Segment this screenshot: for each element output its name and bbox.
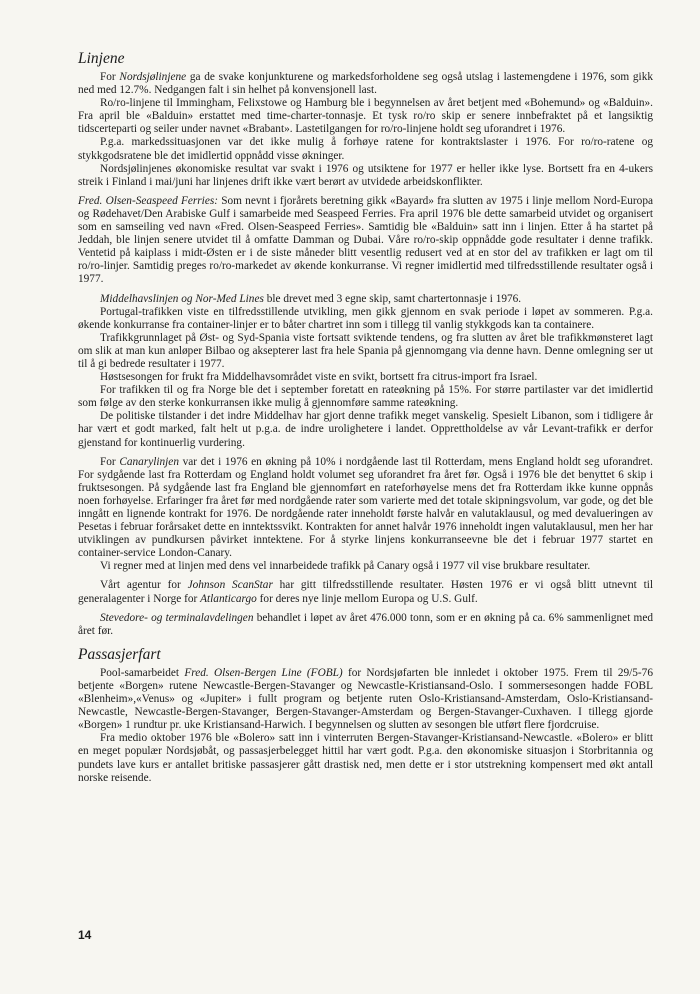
body-text: for deres nye linje mellom Europa og U.S. Gulf. <box>256 592 478 605</box>
body-text: For <box>100 455 120 468</box>
body-text: Pool-samarbeidet <box>100 666 185 679</box>
body-text: for Nordsjøfarten ble innledet i oktober 1975. Frem til 29/5-76 betjente «Borgen» rutene Newcastle-Bergen-Stavanger og Newcastle-Kristiansand-Oslo. I sommersesongen hadde FOBL «Blenheim»,«Venus» og «Jupiter» i fullt program og betjente ruten Oslo-Kristiansand-Amsterdam, Oslo-Kristiansand-Newcastle, Newcastle-Bergen-Stavanger, Bergen-Stavanger-Amsterdam og Bergen-Stavanger-Cuxhaven. I tillegg gjorde «Borgen» 1 rundtur pr. uke Kristiansand-Harwich. I begynnelsen og slutten av sesongen ble utført flere fjordcruise. <box>78 666 653 732</box>
body-text: For trafikken til og fra Norge ble det i september foretatt en rateøkning på 15%. For større partilaster var det imidlertid som følge av den sterke konkurransen ikke mulig å gjennomføre samme rateøkning. <box>78 384 653 410</box>
paragraph <box>78 97 653 136</box>
body-text: Som nevnt i fjorårets beretning gikk «Bayard» fra slutten av 1975 i linje mellom Nord-Europa og Rødehavet/Den Arabiske Gulf i samarbeide med Seaspeed Ferries. Fra april 1976 ble dette samarbeid utvidet og organisert som en samseiling ved navn «Fred. Olsen-Seaspeed Ferries». Samtidig ble «Balduin» satt inn i linjen. Etter å ha startet på Jeddah, ble linjen senere utvidet til å omfatte Damman og Dubai. Våre ro/ro-skip oppnådde gode resultater i denne trafikk. Ventetid på kaiplass i midt-Østen er i de siste måneder blitt vesentlig redusert ved at en stor del av trafikken er lagt om til ro/ro-linjer. Samtidig preges ro/ro-markedet av økende konkurranse. Vi regner imidlertid med tilfredsstillende resultater også i 1977. <box>78 194 653 286</box>
italic-text: Stevedore- og terminalavdelingen <box>100 611 254 624</box>
paragraph <box>78 195 653 287</box>
italic-text: Middelhavslinjen og Nor-Med Lines <box>100 292 264 305</box>
paragraph <box>78 456 653 561</box>
document-page <box>78 50 653 785</box>
body-text: For <box>100 71 120 83</box>
italic-text: Fred. Olsen-Bergen Line (FOBL) <box>184 666 343 679</box>
body-text: Nordsjølinjenes økonomiske resultat var svakt i 1976 og utsiktene for 1977 er heller ikke lyse. Bortsett fra en 4-ukers streik i Finland i mai/juni har linjenes drift ikke vært berørt av utvidede arbeidskonflikter. <box>78 162 653 188</box>
italic-text: Johnson ScanStar <box>187 579 273 592</box>
paragraph <box>78 306 653 332</box>
italic-text: Nordsjølinjene <box>119 71 187 83</box>
body-text: var det i 1976 en økning på 10% i nordgående last til Rotterdam, mens England holdt seg uforandret. For sydgående last fra Rotterdam og England holdt volumet seg uforandret fra året før. Også i 1976 ble det benyttet 6 skip i fruktsesongen. På sydgående last fra England ble gjennomført en rateforhøyelse mens det fra Rotterdam ikke kunne oppnås noen forhøyelse. Erfaringer fra året før med nordgående rater som varierte med det totale skipningsvolum, var gode, og det ble inngått en lignende kontrakt for 1976. De nordgående rater inneholdt første halvår en valutaklausul, og med devalueringen av Pesetas i februar forårsaket dette en inntektssvikt. Kontrakten for annet halvår 1976 inneholdt ingen valutaklausul, men her har utviklingen av pundkursen påvirket inntektene. For å styrke linjens konkurranseevne ble det i februar 1977 startet en container-service London-Canary. <box>78 455 653 560</box>
paragraph <box>78 332 653 371</box>
paragraph <box>78 384 653 410</box>
page-number: 14 <box>78 928 92 942</box>
body-text: ga de svake konjunkturene og markedsforholdene seg også utslag i lastemengdene i 1976, som gikk ned med 12.7%. Nedgangen falt i sin helhet på konvensjonell last. <box>78 71 653 97</box>
section-heading: Linjene <box>78 50 125 67</box>
body-text: Vårt agentur for <box>100 579 188 592</box>
body-text: Fra medio oktober 1976 ble «Bolero» satt inn i vinterruten Bergen-Stavanger-Kristiansand-Newcastle. «Bolero» er blitt en meget populær Nordsjøbåt, og passasjerbelegget hittil har vært godt. P.g.a. den økonomiske situasjon i Storbritannia og pundets lave kurs er antallet britiske passasjerer gått drastisk ned, men dette er i stor utstrekning kompensert med økt antall norske reisende. <box>78 732 653 784</box>
paragraph <box>78 579 653 605</box>
paragraph <box>78 410 653 449</box>
body-text: behandlet i løpet av året 476.000 tonn, som er en økning på ca. 6% sammenlignet med året før. <box>78 611 654 637</box>
paragraph <box>78 71 653 97</box>
body-text: ble drevet med 3 egne skip, samt chartertonnasje i 1976. <box>263 292 522 305</box>
italic-text: Fred. Olsen-Seaspeed Ferries: <box>78 194 218 207</box>
italic-text: Canarylinjen <box>119 455 179 468</box>
paragraph <box>78 560 653 573</box>
paragraph <box>78 293 653 306</box>
section-heading: Passasjerfart <box>78 645 161 663</box>
paragraph <box>78 612 653 638</box>
body-text: har gitt tilfredsstillende resultater. Høsten 1976 er vi også blitt utnevnt til generalagenter i Norge for <box>78 579 653 605</box>
body-text: Høstsesongen for frukt fra Middelhavsområdet viste en svikt, bortsett fra citrus-import fra Israel. <box>100 371 538 384</box>
body-text: De politiske tilstander i det indre Middelhav har gjort denne trafikk meget vanskelig. Spesielt Libanon, som i tidligere år har vært et godt marked, falt helt ut p.g.a. de indre urolighetere i landet. Opprettholdelse av vår Levant-trafikk er derfor gjenstand for kontinuerlig vurdering. <box>78 410 653 449</box>
italic-text: Atlanticargo <box>200 592 257 605</box>
paragraph <box>78 371 653 384</box>
paragraph <box>78 136 653 162</box>
body-text: Vi regner med at linjen med dens vel innarbeidede trafikk på Canary også i 1977 vil vise brukbare resultater. <box>100 560 591 573</box>
body-text: Trafikkgrunnlaget på Øst- og Syd-Spania viste fortsatt sviktende tendens, og fra slutten av året ble trafikkmønsteret lagt om slik at man kun anløper Bilbao og aksepterer last fra hele Spania på gjennomgang via denne havn. Denne omlegning ser ut til å gi bedrede resultater i 1977. <box>78 331 653 370</box>
body-text: Ro/ro-linjene til Immingham, Felixstowe og Hamburg ble i begynnelsen av året betjent med «Bohemund» og «Balduin». Fra april ble «Balduin» erstattet med time-charter-tonnasje. Et tysk ro/ro skip er senere innbefraktet på et langsiktig tidscerteparti og seiler under navnet «Brabant». Lastetilgangen for ro/ro-linjene holdt seg uforandret i 1976. <box>78 97 653 136</box>
body-text: Portugal-trafikken viste en tilfredsstillende utvikling, men gikk gjennom en svak periode i løpet av sommeren. P.g.a. økende konkurranse fra container-linjer er to båter chartret inn som i tillegg til vanlig stykkgods kan ta containere. <box>78 305 653 331</box>
paragraph <box>78 163 653 189</box>
paragraph <box>78 732 653 784</box>
paragraph <box>78 667 653 732</box>
body-text: P.g.a. markedssituasjonen var det ikke mulig å forhøye ratene for kontraktslaster i 1976. For ro/ro-ratene og stykkgodsratene ble det imidlertid oppnådd visse økninger. <box>78 136 653 162</box>
